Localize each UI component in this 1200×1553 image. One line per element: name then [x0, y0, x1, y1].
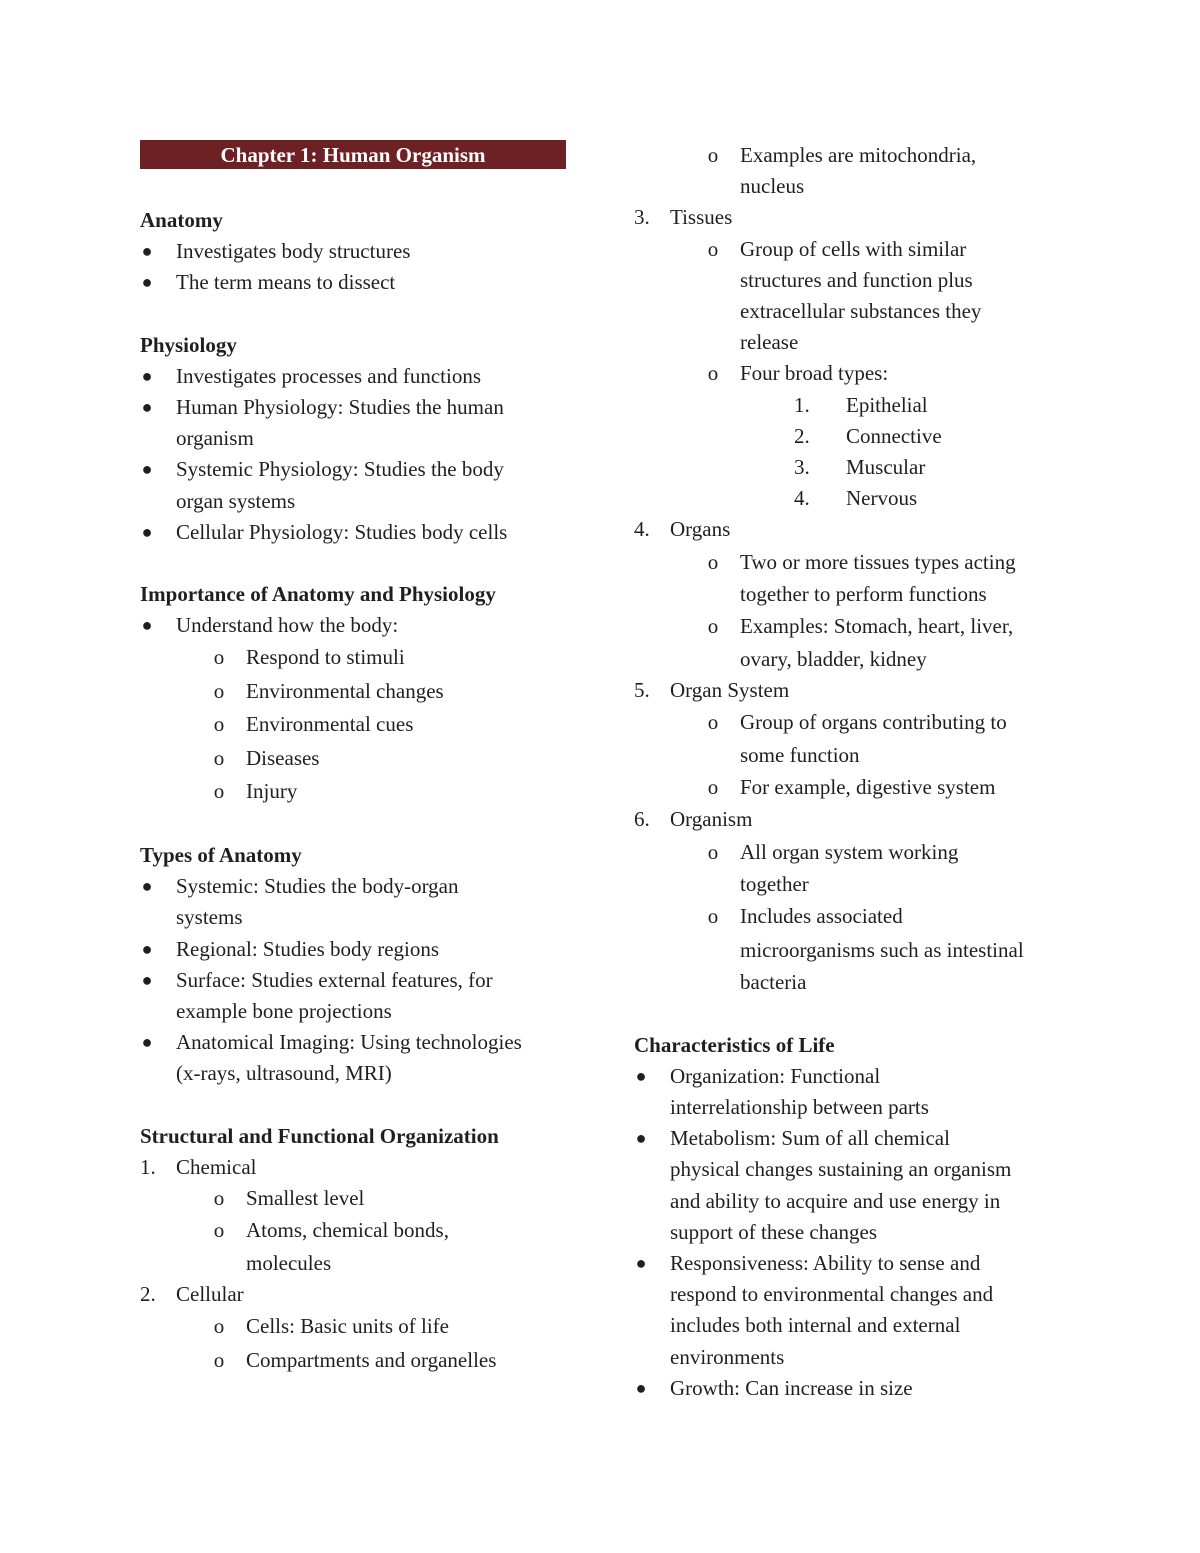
numbered-item: 1. Chemical	[140, 1154, 257, 1179]
list-item: ● Metabolism: Sum of all chemical	[634, 1123, 1074, 1154]
bullet-icon: ●	[141, 938, 153, 959]
circle-bullet-icon: o	[707, 361, 719, 386]
circle-bullet-icon: o	[213, 1218, 225, 1243]
bullet-icon: ●	[635, 1377, 647, 1398]
list-item-continuation: interrelationship between parts	[670, 1094, 929, 1119]
bullet-icon: ●	[141, 615, 153, 636]
list-item: ● Investigates body structures	[140, 236, 572, 267]
list-item-continuation: physical changes sustaining an organism	[670, 1157, 1012, 1182]
bullet-icon: ●	[141, 876, 153, 897]
numbered-item: 2. Cellular	[140, 1281, 244, 1306]
list-item: ● Surface: Studies external features, for	[140, 965, 572, 996]
bullet-icon: ●	[635, 1128, 647, 1149]
sub-list-continuation: nucleus	[740, 174, 805, 199]
circle-bullet-icon: o	[213, 645, 225, 670]
circle-bullet-icon: o	[213, 712, 225, 737]
anatomy-heading: Anatomy	[140, 208, 223, 232]
importance-heading: Importance of Anatomy and Physiology	[140, 582, 496, 607]
circle-bullet-icon: o	[213, 745, 225, 770]
list-item: ● Responsiveness: Ability to sense and	[634, 1248, 1074, 1279]
circle-bullet-icon: o	[213, 678, 225, 703]
sub-list-item: o Injury	[140, 775, 572, 809]
sub-list-continuation: together to perform functions	[740, 582, 987, 607]
circle-bullet-icon: o	[213, 1314, 225, 1339]
characteristics-heading: Characteristics of Life	[634, 1032, 835, 1057]
circle-bullet-icon: o	[707, 614, 719, 639]
list-item: ● Growth: Can increase in size	[634, 1373, 1074, 1404]
list-item-continuation: (x-rays, ultrasound, MRI)	[176, 1061, 392, 1086]
sub-list-item: o Examples: Stomach, heart, liver,	[634, 610, 1074, 644]
list-item-continuation: and ability to acquire and use energy in	[670, 1188, 1001, 1213]
sub-list-continuation: structures and function plus	[740, 267, 973, 292]
bullet-icon: ●	[141, 1032, 153, 1053]
list-item: ● Systemic: Studies the body-organ	[140, 871, 572, 902]
sub-list-item: o Examples are mitochondria,	[634, 140, 1074, 171]
tissue-type-item: 4. Nervous	[794, 486, 918, 511]
list-item: ● Cellular Physiology: Studies body cells	[140, 517, 572, 548]
sub-list-item: o Environmental cues	[140, 708, 572, 742]
circle-bullet-icon: o	[707, 236, 719, 261]
sub-list-item: o Environmental changes	[140, 675, 572, 709]
list-item: ● Anatomical Imaging: Using technologies	[140, 1027, 572, 1058]
circle-bullet-icon: o	[707, 143, 719, 167]
list-item: ● Understand how the body:	[140, 610, 572, 641]
sub-list-continuation: bacteria	[740, 970, 807, 995]
sub-list-item: o Cells: Basic units of life	[140, 1310, 572, 1344]
bullet-icon: ●	[141, 521, 153, 542]
types-heading: Types of Anatomy	[140, 842, 302, 867]
numbered-item: 4. Organs	[634, 517, 731, 542]
circle-bullet-icon: o	[213, 1347, 225, 1372]
bullet-icon: ●	[635, 1065, 647, 1086]
sub-list-continuation: extracellular substances they	[740, 299, 982, 324]
list-item-continuation: respond to environmental changes and	[670, 1282, 994, 1307]
sub-list-continuation: together	[740, 872, 809, 897]
bullet-icon: ●	[635, 1252, 647, 1273]
physiology-heading: Physiology	[140, 332, 237, 357]
right-column	[634, 140, 1074, 1404]
left-column	[140, 140, 572, 1377]
sub-list-item: o Atoms, chemical bonds,	[140, 1214, 572, 1248]
sub-list-item: o Diseases	[140, 742, 572, 776]
list-item-continuation: includes both internal and external	[670, 1313, 961, 1338]
list-item-continuation: example bone projections	[176, 998, 392, 1023]
list-item-continuation: environments	[670, 1344, 785, 1369]
bullet-icon: ●	[141, 969, 153, 990]
list-item-continuation: support of these changes	[670, 1219, 878, 1244]
list-item: ● Systemic Physiology: Studies the body	[140, 454, 572, 485]
list-item: ● Investigates processes and functions	[140, 361, 572, 392]
sub-list-item: o Smallest level	[140, 1183, 572, 1214]
bullet-icon: ●	[141, 459, 153, 480]
sub-list-continuation: microorganisms such as intestinal	[740, 937, 1024, 962]
numbered-item: 5. Organ System	[634, 678, 790, 703]
circle-bullet-icon: o	[707, 710, 719, 735]
bullet-icon: ●	[141, 397, 153, 418]
sub-list-item: o Two or more tissues types acting	[634, 546, 1074, 580]
circle-bullet-icon: o	[213, 779, 225, 804]
bullet-icon: ●	[141, 365, 153, 386]
list-item-continuation: systems	[176, 905, 243, 930]
sub-list-continuation: molecules	[246, 1250, 332, 1275]
list-item-continuation: organ systems	[176, 488, 296, 513]
bullet-icon: ●	[141, 241, 153, 262]
sub-list-continuation: release	[740, 330, 799, 355]
tissue-type-item: 3. Muscular	[794, 455, 926, 480]
sub-list-item: o Includes associated	[634, 900, 1074, 934]
circle-bullet-icon: o	[707, 839, 719, 864]
sub-list-continuation: some function	[740, 742, 860, 767]
numbered-item: 6. Organism	[634, 807, 753, 832]
sub-list-item: o All organ system working	[634, 836, 1074, 870]
list-item: ● Human Physiology: Studies the human	[140, 392, 572, 423]
sub-list-item: o Four broad types:	[634, 358, 1074, 389]
sub-list-item: o Group of cells with similar	[634, 234, 1074, 265]
list-item: ● Organization: Functional	[634, 1061, 1074, 1092]
sub-list-continuation: ovary, bladder, kidney	[740, 646, 927, 671]
sub-list-item: o Compartments and organelles	[140, 1344, 572, 1378]
circle-bullet-icon: o	[707, 549, 719, 574]
sub-list-item: o Group of organs contributing to	[634, 706, 1074, 740]
bullet-icon: ●	[141, 272, 153, 293]
numbered-item: 3. Tissues	[634, 205, 733, 230]
circle-bullet-icon: o	[213, 1185, 225, 1210]
tissue-type-item: 1. Epithelial	[794, 392, 928, 417]
list-item-continuation: organism	[176, 426, 254, 451]
sub-list-item: o For example, digestive system	[634, 771, 1074, 805]
chapter-title: Chapter 1: Human Organism	[140, 140, 566, 169]
sub-list-item: o Respond to stimuli	[140, 641, 572, 675]
structural-heading: Structural and Functional Organization	[140, 1123, 499, 1148]
tissue-type-item: 2. Connective	[794, 423, 942, 448]
circle-bullet-icon: o	[707, 904, 719, 929]
circle-bullet-icon: o	[707, 774, 719, 799]
list-item: ● The term means to dissect	[140, 267, 572, 298]
list-item: ● Regional: Studies body regions	[140, 934, 572, 965]
